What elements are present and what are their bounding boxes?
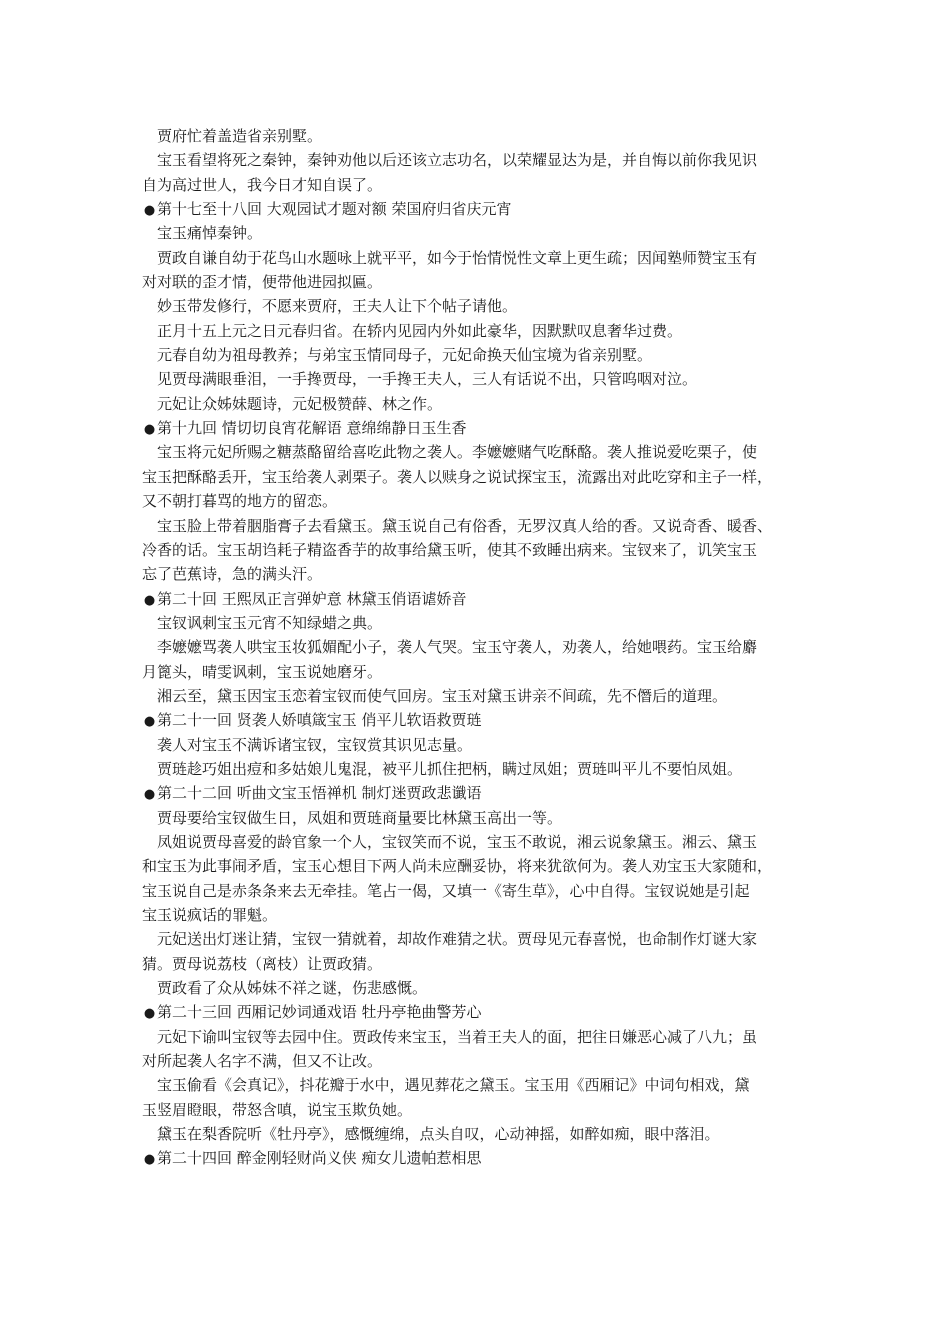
- text-line: [142, 343, 810, 367]
- chapter-heading: [142, 781, 810, 805]
- text-line: [142, 830, 810, 854]
- text-line: [142, 976, 810, 1000]
- text-line: [142, 1025, 810, 1049]
- chapter-heading: [142, 708, 810, 732]
- text-line: [142, 952, 810, 976]
- text-line: [142, 903, 810, 927]
- line-text: 宝玉脸上带着胭脂膏子去看黛玉。黛玉说自己有俗香，无罗汉真人给的香。又说奇香、暖香、: [142, 516, 773, 535]
- line-text: 黛玉在梨香院听《牡丹亭》，感慨缠绵，点头自叹，心动神摇，如醉如痴，眼中落泪。: [142, 1125, 720, 1144]
- chapter-heading: [142, 1000, 810, 1024]
- text-line: [142, 562, 810, 586]
- line-text: 贾琏趁巧姐出痘和多姑娘儿鬼混，被平儿抓住把柄，瞒过凤姐；贾琏叫平儿不要怕凤姐。: [142, 759, 743, 778]
- line-text: 冷香的话。宝玉胡诌耗子精盗香芋的故事给黛玉听，使其不致睡出病来。宝钗来了，讥笑宝玉: [142, 540, 758, 559]
- line-text: 玉竖眉瞪眼，带怒含嗔，说宝玉欺负她。: [142, 1100, 413, 1119]
- text-line: [142, 660, 810, 684]
- text-line: [142, 319, 810, 343]
- line-text: 第二十一回 贤袭人娇嗔箴宝玉 俏平儿软语救贾琏: [157, 711, 482, 730]
- text-line: [142, 294, 810, 318]
- line-text: 第二十三回 西厢记妙词通戏语 牡丹亭艳曲警芳心: [157, 1003, 482, 1022]
- bullet-icon: ●: [143, 1006, 156, 1022]
- text-line: [142, 440, 810, 464]
- text-line: [142, 879, 810, 903]
- text-line: [142, 392, 810, 416]
- line-text: 又不朝打暮骂的地方的留恋。: [142, 492, 338, 511]
- line-text: 对所起袭人名字不满，但又不让改。: [142, 1052, 383, 1071]
- line-text: 元妃下谕叫宝钗等去园中住。贾政传来宝玉，当着王夫人的面，把往日嫌恶心减了八九；虽: [142, 1027, 758, 1046]
- chapter-heading: [142, 197, 810, 221]
- line-text: 贾母要给宝钗做生日，凤姐和贾琏商量要比林黛玉高出一等。: [142, 808, 563, 827]
- line-text: 宝玉说自己是赤条条来去无牵挂。笔占一偈，又填一《寄生草》，心中自得。宝钗说她是引起: [142, 881, 750, 900]
- line-text: 忘了芭蕉诗，急的满头汗。: [142, 565, 323, 584]
- line-text: 妙玉带发修行，不愿来贾府，王夫人让下个帖子请他。: [142, 297, 518, 316]
- line-text: 袭人对宝玉不满诉诸宝钗，宝钗赏其识见志量。: [142, 735, 473, 754]
- line-text: 元春自幼为祖母教养；与弟宝玉情同母子，元妃命换天仙宝境为省亲别墅。: [142, 346, 653, 365]
- text-line: [142, 611, 810, 635]
- text-line: [142, 757, 810, 781]
- line-text: 和宝玉为此事闹矛盾，宝玉心想目下两人尚未应酬妥协，将来犹欲何为。袭人劝宝玉大家随和，: [142, 857, 773, 876]
- text-line: [142, 221, 810, 245]
- line-text: 第十九回 情切切良宵花解语 意绵绵静日玉生香: [157, 419, 467, 438]
- line-text: 第二十回 王熙凤正言弹妒意 林黛玉俏语谑娇音: [157, 589, 467, 608]
- line-text: 李嬷嬷骂袭人哄宝玉妆狐媚配小子，袭人气哭。宝玉守袭人，劝袭人，给她喂药。宝玉给麝: [142, 638, 758, 657]
- line-text: 凤姐说贾母喜爱的龄官象一个人，宝钗笑而不说，宝玉不敢说，湘云说象黛玉。湘云、黛玉: [142, 832, 758, 851]
- chapter-heading: [142, 587, 810, 611]
- bullet-icon: ●: [143, 203, 156, 219]
- text-line: [142, 124, 810, 148]
- text-line: [142, 514, 810, 538]
- text-line: [142, 465, 810, 489]
- line-text: 第二十四回 醉金刚轻财尚义侠 痴女儿遗帕惹相思: [157, 1149, 482, 1168]
- text-line: [142, 1098, 810, 1122]
- bullet-icon: ●: [143, 422, 156, 438]
- line-text: 宝玉看望将死之秦钟，秦钟劝他以后还该立志功名，以荣耀显达为是，并自悔以前你我见识: [142, 151, 758, 170]
- bullet-icon: ●: [143, 592, 156, 608]
- line-text: 元妃送出灯迷让猜，宝钗一猜就着，却故作难猜之状。贾母见元春喜悦，也命制作灯谜大家: [142, 930, 758, 949]
- line-text: 元妃让众姊妹题诗，元妃极赞薛、林之作。: [142, 394, 443, 413]
- bullet-icon: ●: [143, 787, 156, 803]
- text-line: [142, 1122, 810, 1146]
- text-line: [142, 1049, 810, 1073]
- text-line: [142, 635, 810, 659]
- text-line: [142, 1073, 810, 1097]
- line-text: 正月十五上元之日元春归省。在轿内见园内外如此豪华，因默默叹息奢华过费。: [142, 321, 683, 340]
- text-line: [142, 927, 810, 951]
- text-line: [142, 733, 810, 757]
- line-text: 宝玉将元妃所赐之糖蒸酪留给喜吃此物之袭人。李嬷嬷赌气吃酥酪。袭人推说爱吃栗子，使: [142, 443, 758, 462]
- text-line: [142, 489, 810, 513]
- line-text: 宝玉偷看《会真记》，抖花瓣于水中，遇见葬花之黛玉。宝玉用《西厢记》中词句相戏，黛: [142, 1076, 750, 1095]
- text-line: [142, 854, 810, 878]
- bullet-icon: ●: [143, 714, 156, 730]
- bullet-icon: ●: [143, 1152, 156, 1168]
- line-text: 贾政看了众从姊妹不祥之谜，伤悲感慨。: [142, 979, 428, 998]
- text-line: [142, 246, 810, 270]
- line-text: 贾政自谦自幼于花鸟山水题咏上就平平，如今于怡情悦性文章上更生疏；因闻塾师赞宝玉有: [142, 248, 758, 267]
- line-text: 对对联的歪才情，便带他进园拟匾。: [142, 273, 383, 292]
- text-line: [142, 367, 810, 391]
- line-text: 宝玉说疯话的罪魁。: [142, 906, 278, 924]
- line-text: 宝玉痛悼秦钟。: [142, 224, 263, 243]
- document-body: [142, 124, 810, 1171]
- text-line: [142, 538, 810, 562]
- line-text: 第二十二回 听曲文宝玉悟禅机 制灯迷贾政悲谶语: [157, 784, 482, 803]
- line-text: 贾府忙着盖造省亲别墅。: [142, 127, 323, 145]
- text-line: [142, 173, 810, 197]
- text-line: [142, 806, 810, 830]
- chapter-heading: [142, 416, 810, 440]
- text-line: [142, 684, 810, 708]
- line-text: 见贾母满眼垂泪，一手搀贾母，一手搀王夫人，三人有话说不出，只管呜咽对泣。: [142, 370, 698, 389]
- text-line: [142, 148, 810, 172]
- line-text: 自为高过世人，我今日才知自误了。: [142, 175, 383, 194]
- line-text: 猜。贾母说荔枝（离枝）让贾政猜。: [142, 954, 383, 973]
- text-line: [142, 270, 810, 294]
- line-text: 月篦头，晴雯讽刺，宝玉说她磨牙。: [142, 662, 383, 681]
- chapter-heading: [142, 1146, 810, 1170]
- line-text: 第十七至十八回 大观园试才题对额 荣国府归省庆元宵: [157, 200, 512, 219]
- line-text: 宝钗讽刺宝玉元宵不知绿蜡之典。: [142, 613, 383, 632]
- line-text: 宝玉把酥酪丢开，宝玉给袭人剥栗子。袭人以赎身之说试探宝玉，流露出对此吃穿和主子一样，: [142, 467, 773, 486]
- line-text: 湘云至，黛玉因宝玉恋着宝钗而使气回房。宝玉对黛玉讲亲不间疏，先不僭后的道理。: [142, 686, 728, 705]
